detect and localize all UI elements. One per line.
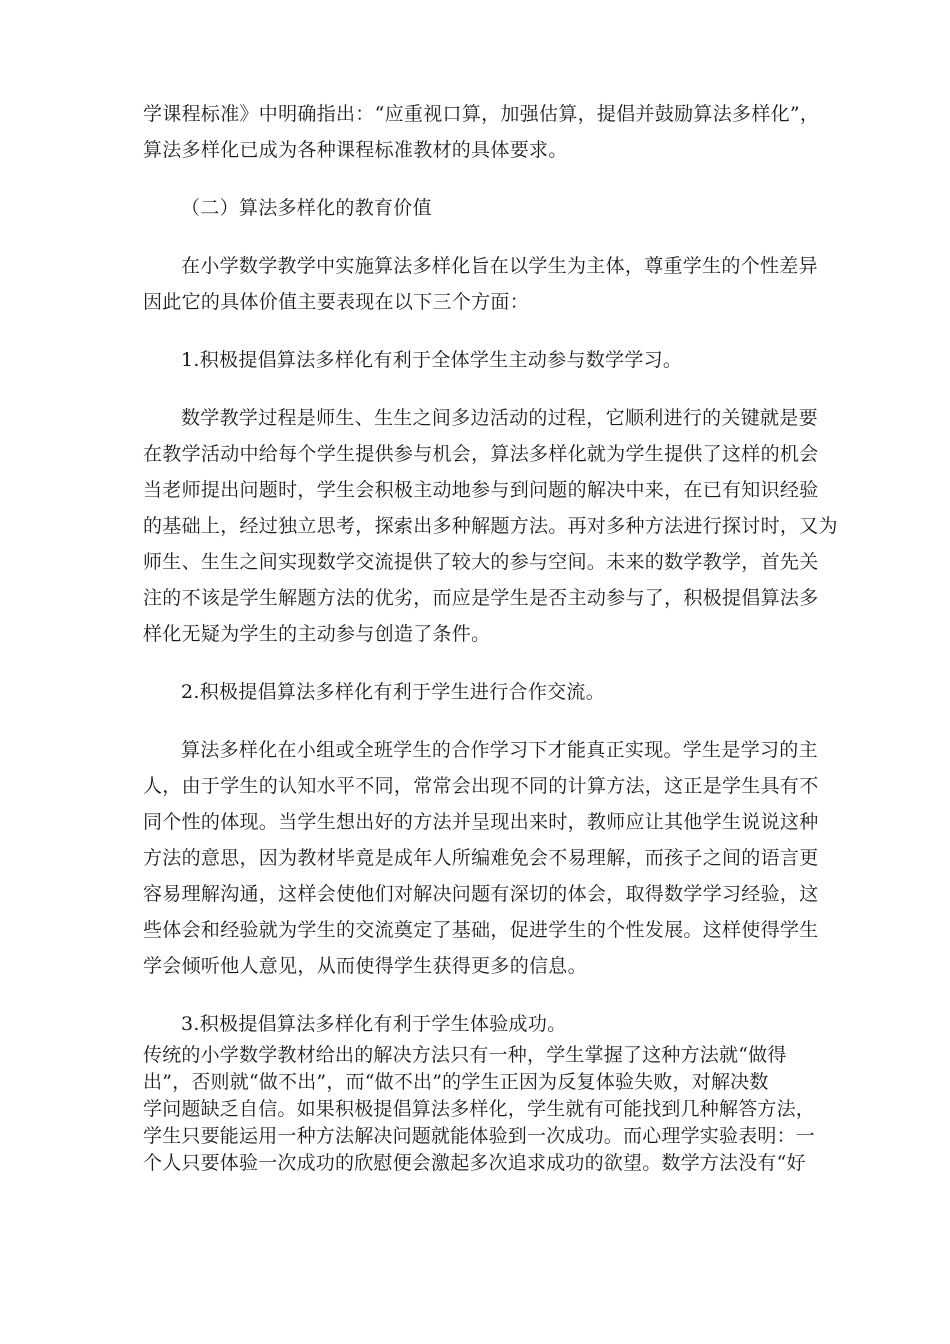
text-line: 算法多样化已成为各种课程标准教材的具体要求。 [143,139,568,161]
text-line: 学生只要能运用一种方法解决问题就能体验到一次成功。而心理学实验表明：一 [143,1125,816,1147]
text-line: 的基础上，经过独立思考，探索出多种解题方法。再对多种方法进行探讨时，又为 [143,515,838,537]
text-line: 数学教学过程是师生、生生之间多边活动的过程，它顺利进行的关键就是要 [181,407,818,429]
section-intro-paragraph [143,248,818,320]
point2-paragraph [143,732,819,984]
document-page [143,96,838,1177]
text-line: 些体会和经验就为学生的交流奠定了基础，促进学生的个性发展。这样使得学生 [143,919,819,941]
text-line: 样化无疑为学生的主动参与创造了条件。 [143,623,491,645]
text-line: 当老师提出问题时，学生会积极主动地参与到问题的解决中来，在已有知识经验 [143,479,819,501]
text-line: 方法的意思，因为教材毕竟是成年人所编难免会不易理解，而孩子之间的语言更 [143,847,819,869]
text-line: 注的不该是学生解题方法的优劣，而应是学生是否主动参与了，积极提倡算法多 [143,587,819,609]
text-line: 同个性的体现。当学生想出好的方法并呈现出来时，教师应让其他学生说说这种 [143,811,819,833]
text-line: 因此它的具体价值主要表现在以下三个方面： [143,291,530,313]
text-line: 学问题缺乏自信。如果积极提倡算法多样化，学生就有可能找到几种解答方法， [143,1098,816,1120]
point3-paragraph [143,1042,816,1177]
text-line: 容易理解沟通，这样会使他们对解决问题有深切的体会，取得数学学习经验，这 [143,883,819,905]
text-line: 学课程标准》中明确指出：“应重视口算，加强估算，提倡并鼓励算法多样化”， [143,103,820,125]
point3-heading: 3.积极提倡算法多样化有利于学生体验成功。 [181,1013,567,1035]
text-line: 人，由于学生的认知水平不同，常常会出现不同的计算方法，这正是学生具有不 [143,775,819,797]
section-heading: （二）算法多样化的教育价值 [181,197,432,219]
text-line: 师生、生生之间实现数学交流提供了较大的参与空间。未来的数学教学，首先关 [143,551,819,573]
text-line: 学会倾听他人意见，从而使得学生获得更多的信息。 [143,955,587,977]
text-line: 在教学活动中给每个学生提供参与机会，算法多样化就为学生提供了这样的机会 [143,443,819,465]
point1-paragraph [143,400,838,652]
text-line: 出”，否则就“做不出”，而“做不出”的学生正因为反复体验失败，对解决数 [143,1071,769,1093]
point1-heading: 1.积极提倡算法多样化有利于全体学生主动参与数学学习。 [181,349,683,371]
text-line: 在小学数学教学中实施算法多样化旨在以学生为主体，尊重学生的个性差异 [181,255,818,277]
text-line: 算法多样化在小组或全班学生的合作学习下才能真正实现。学生是学习的主 [181,739,818,761]
point2-heading: 2.积极提倡算法多样化有利于学生进行合作交流。 [181,681,606,703]
text-line: 个人只要体验一次成功的欣慰便会激起多次追求成功的欲望。数学方法没有“好 [143,1152,806,1174]
intro-paragraph [143,96,820,168]
text-line: 传统的小学数学教材给出的解决方法只有一种，学生掌握了这种方法就“做得 [143,1044,787,1066]
